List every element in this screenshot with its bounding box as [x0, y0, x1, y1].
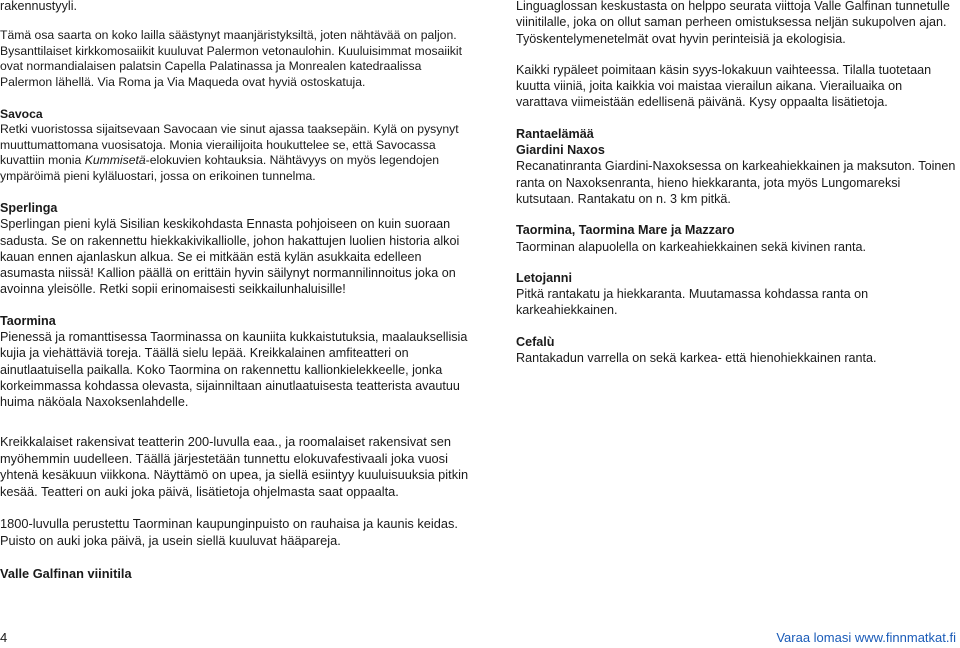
theatre-paragraph: Kreikkalaiset rakensivat teatterin 200-luvulla eaa., ja roomalaiset rakensivat sen myöhemmin uudelleen. Täällä järjestetään tunnettu elokuvafestivaali joka vuosi yhtenä kesäkuun viikkona. Näyttämö on upea, ja siellä esiintyy kuuluisuuksia pitkin kesää. Teatteri on auki joka päivä, lisätietoja ohjelmasta saat oppaalta.	[0, 434, 469, 499]
left-column	[0, 0, 470, 411]
booking-link[interactable]: Varaa lomasi www.finnmatkat.fi	[776, 630, 956, 645]
left-bottom-block	[0, 434, 470, 582]
savoca-paragraph: Retki vuoristossa sijaitsevaan Savocaan vie sinut ajassa taaksepäin. Kylä on pysynyt muuttumattomana vuosisatoja. Monia vierailijoita houkuttelee se, että Savocassa kuvattiin monia Kummisetä-elokuvien kohtauksia. Nähtävyys on myös legendojen ympäröimä pieni kyläluostari, jossa on erikoinen tunnelma.	[0, 122, 459, 183]
intro-fragment: rakennustyyli.	[0, 0, 77, 13]
valle-paragraph-1: Linguaglossan keskustasta on helppo seurata viittoja Valle Galfinan tunnetulle viinitilalle, joka on ollut saman perheen omistuksessa neljän sukupolven ajan. Työskentelymenetelmät ovat hyvin perinteisiä ja ekologisia.	[516, 0, 950, 46]
valle-paragraph-2: Kaikki rypäleet poimitaan käsin syys-lokakuun vaihteessa. Tilalla tuotetaan kuutta viiniä, joita kaikkia voi maistaa vierailun aikana. Vierailuaika on varattava viimeistään edellisenä päivänä. Kysy oppaalta lisätietoja.	[516, 62, 932, 110]
naxos-paragraph: Recanatinranta Giardini-Naxoksessa on karkeahiekkainen ja maksuton. Toinen ranta on Naxoksenranta, hieno hiekkaranta, jota myös Lungomareksi kutsutaan. Rantakatu on n. 3 km pitkä.	[516, 159, 956, 206]
right-column	[516, 0, 956, 366]
film-title: Kummisetä	[84, 153, 146, 168]
letojanni-heading: Letojanni	[516, 270, 572, 285]
savoca-heading: Savoca	[0, 106, 43, 121]
naxos-heading: Giardini Naxos	[516, 143, 605, 158]
sperlinga-paragraph: Sperlingan pieni kylä Sisilian keskikohdasta Ennasta pohjoiseen on kuin suoraan sadusta. Se on rakennettu hiekkakivikalliolle, johon hakattujen luolien historia alkoi kauan ennen ajanlaskun alkua. Se ei mitkään estä kylän asukkaita edelleen asumasta niissä! Kallion päällä on erittäin hyvin säilynyt normannilinnoitus joka on avoinna yleisölle. Retki sopii erinomaisesti seikkailunhaluisille!	[0, 217, 460, 297]
valle-galfina-heading: Valle Galfinan viinitila	[0, 565, 132, 581]
letojanni-paragraph: Pitkä rantakatu ja hiekkaranta. Muutamassa kohdassa ranta on karkeahiekkainen.	[516, 287, 869, 318]
taormina-heading: Taormina	[0, 313, 56, 328]
sperlinga-heading: Sperlinga	[0, 200, 58, 215]
park-paragraph: 1800-luvulla perustettu Taorminan kaupunginpuisto on rauhaisa ja kaunis keidas. Puisto on auki joka päivä, ja usein siellä kuuluvat hääpareja.	[0, 516, 458, 548]
taormina-mare-heading: Taormina, Taormina Mare ja Mazzaro	[516, 223, 735, 238]
palermo-paragraph: Tämä osa saarta on koko lailla säästynyt maanjäristyksiltä, joten nähtävää on paljon. Bysanttilaiset kirkkomosaiikit kuuluvat Palermon vetonaulohin. Kuuluisimmat mosaiikit ovat normandialaisen palatsin Capella Palatinassa ja Monrealen katedraalissa Palermon lähellä. Via Roma ja Via Maqueda ovat hyviä ostoskatuja.	[0, 28, 462, 89]
cefalu-paragraph: Rantakadun varrella on sekä karkea- että hienohiekkainen ranta.	[516, 351, 877, 366]
cefalu-heading: Cefalù	[516, 334, 555, 349]
taormina-mare-paragraph: Taorminan alapuolella on karkeahiekkainen sekä kivinen ranta.	[516, 239, 867, 254]
taormina-paragraph: Pienessä ja romanttisessa Taorminassa on kauniita kukkaistutuksia, maalauksellisia kujia ja viehättäviä toreja. Täällä sielu lepää. Kreikkalainen amfiteatteri on ainutlaatuisella paikalla. Koko Taormina on rakennettu kallionkielekkeelle, jonka korkeimmassa kohdassa olevasta, sijainniltaan ainutlaatuisesta teatterista avautuu huima näköala Naxoksenlahdelle.	[0, 330, 468, 410]
beaches-heading: Rantaelämää	[516, 126, 594, 141]
page-number: 4	[0, 630, 8, 645]
